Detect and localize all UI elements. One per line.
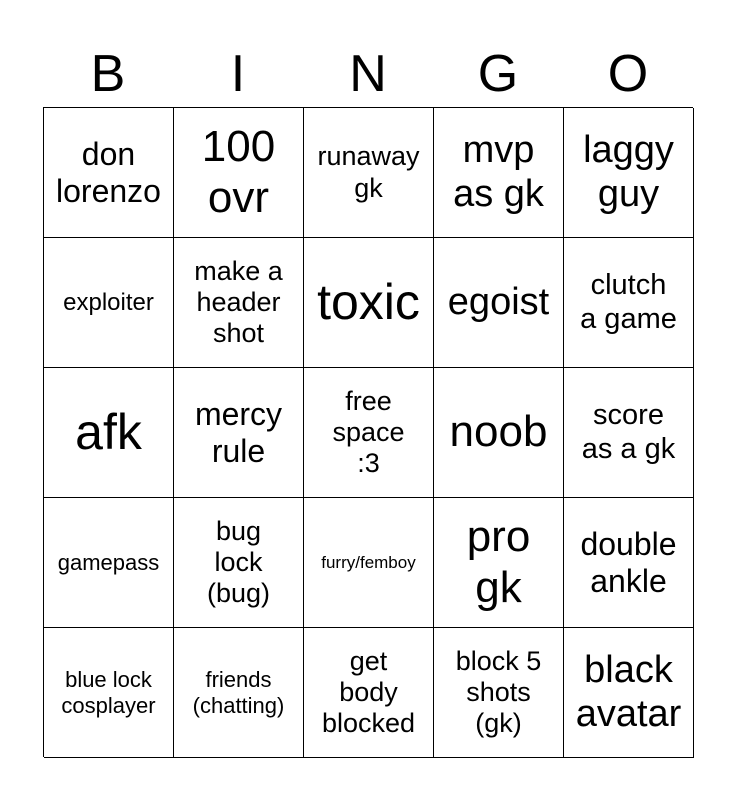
cell-text: block 5 shots (gk) [455,645,542,739]
bingo-cell[interactable] [434,368,564,498]
header-letter-n: N [349,45,387,103]
bingo-cell[interactable] [174,498,304,628]
cell-text: make a header shot [194,255,283,349]
cell-text: score as a gk [581,399,676,465]
bingo-cell[interactable] [434,498,564,628]
bingo-cell[interactable] [434,238,564,368]
bingo-cell[interactable] [564,368,694,498]
bingo-cell[interactable] [44,108,174,238]
bingo-cell[interactable] [44,368,174,498]
bingo-cell[interactable] [174,628,304,758]
bingo-cell[interactable] [304,628,434,758]
cell-text: noob [449,407,548,457]
bingo-cell[interactable] [434,628,564,758]
cell-text: exploiter [63,288,154,316]
cell-text: egoist [447,280,550,323]
bingo-cell[interactable] [174,368,304,498]
bingo-cell[interactable] [304,368,434,498]
cell-text: free space :3 [332,385,405,479]
cell-text: get body blocked [321,645,416,739]
cell-text: 100 ovr [201,121,276,222]
bingo-cell[interactable] [304,108,434,238]
cell-text: clutch a game [580,269,677,335]
cell-text: double ankle [580,525,677,599]
cell-text: gamepass [57,549,160,575]
cell-text: black avatar [575,648,682,735]
bingo-cell[interactable] [434,108,564,238]
bingo-cell[interactable] [304,238,434,368]
cell-text: runaway gk [317,141,420,203]
cell-text: don lorenzo [56,135,161,209]
cell-text: laggy guy [583,128,674,215]
header-letter-o: O [607,45,649,103]
bingo-cell[interactable] [564,628,694,758]
cell-text: afk [75,403,142,460]
bingo-cell[interactable] [174,238,304,368]
cell-text: friends (chatting) [192,667,285,718]
bingo-cell[interactable] [304,498,434,628]
cell-text: mercy rule [194,395,283,469]
cell-text: mvp as gk [453,128,544,215]
bingo-cell[interactable] [564,108,694,238]
header-letter-b: B [90,45,126,103]
cell-text: toxic [317,273,420,330]
bingo-cell[interactable] [174,108,304,238]
cell-text: pro gk [466,511,531,612]
bingo-cell[interactable] [44,628,174,758]
bingo-cell[interactable] [564,238,694,368]
bingo-cell[interactable] [564,498,694,628]
cell-text: furry/femboy [321,552,416,572]
header-letter-g: G [477,45,519,103]
bingo-header [43,40,693,108]
bingo-cell[interactable] [44,238,174,368]
bingo-grid [43,107,693,757]
bingo-cell[interactable] [44,498,174,628]
cell-text: bug lock (bug) [206,515,271,609]
cell-text: blue lock cosplayer [61,667,156,718]
header-letter-i: I [230,45,246,103]
